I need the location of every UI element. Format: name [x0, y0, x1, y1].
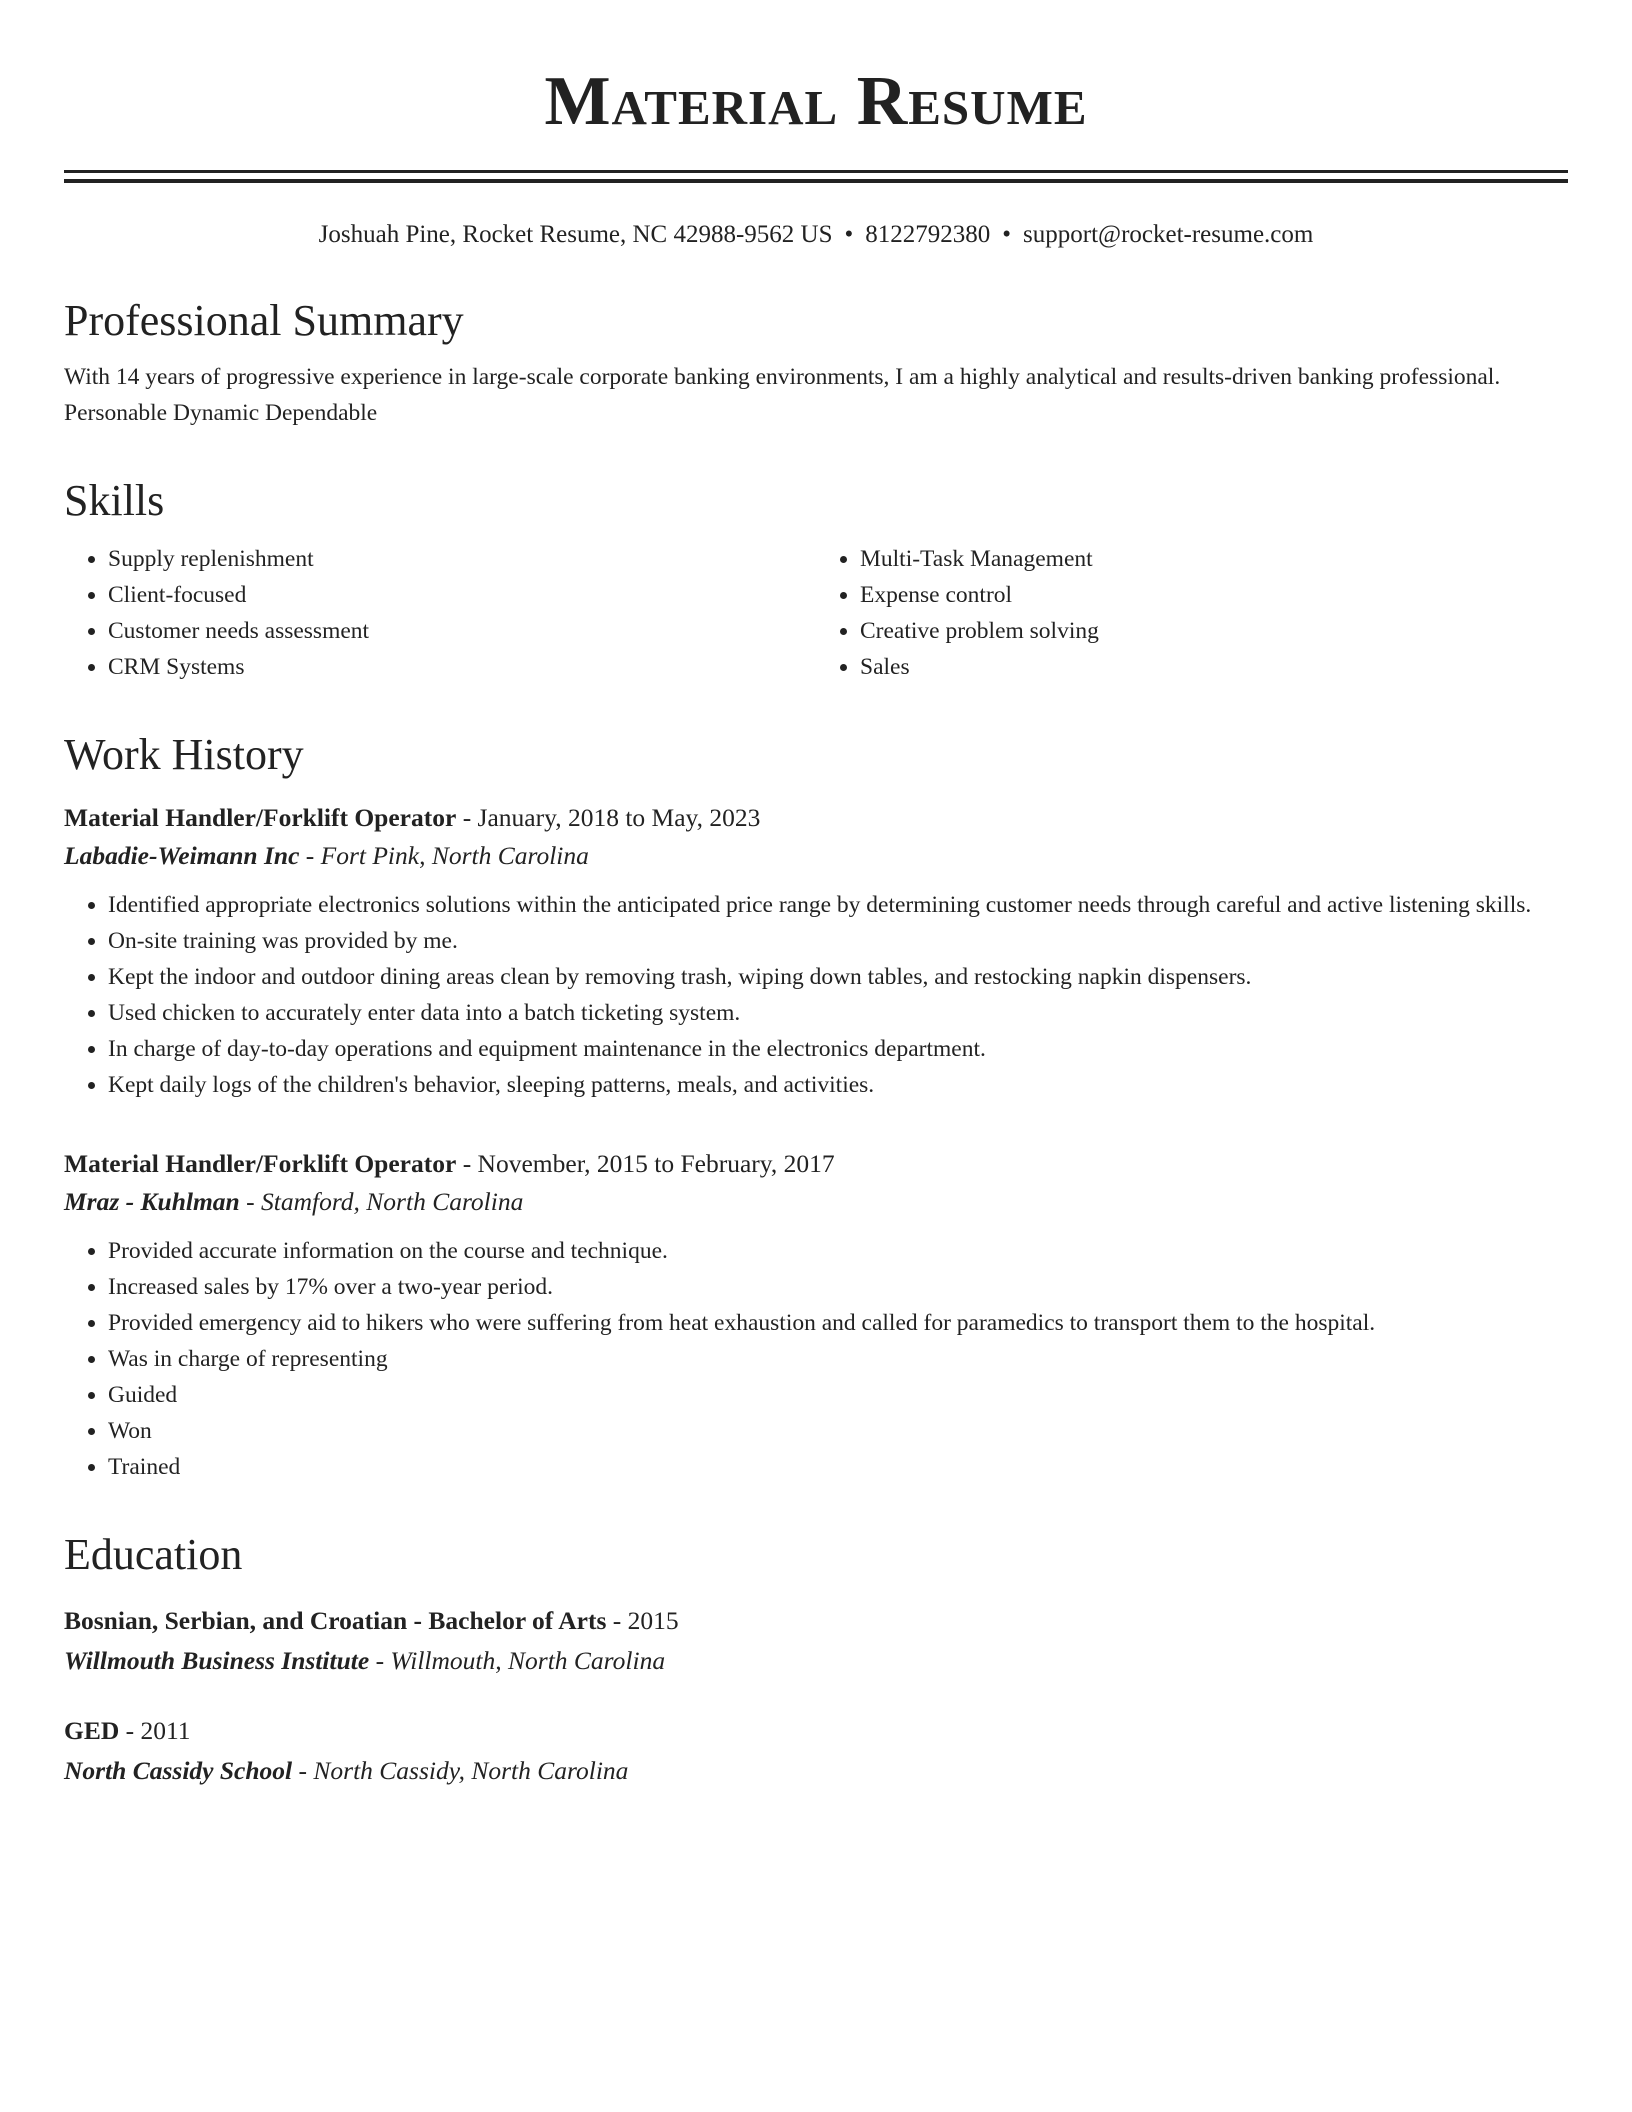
skill-item: • Customer needs assessment [108, 613, 816, 649]
job-duties [64, 887, 1568, 1103]
skills-column-left [64, 541, 816, 685]
duty-item: • Trained [108, 1449, 1568, 1485]
skill-item: • Creative problem solving [860, 613, 1568, 649]
education-school-line [64, 1751, 1568, 1791]
duty-item: • On-site training was provided by me. [108, 923, 1568, 959]
skill-item: • Client-focused [108, 577, 816, 613]
skill-item: • CRM Systems [108, 649, 816, 685]
job-dates: - November, 2015 to February, 2017 [456, 1149, 835, 1178]
contact-address: Joshuah Pine, Rocket Resume, NC 42988-9562 US [318, 221, 833, 248]
contact-email: support@rocket-resume.com [1023, 221, 1314, 248]
duty-item: • Kept the indoor and outdoor dining areas clean by removing trash, wiping down tables, and restocking napkin dispensers. [108, 959, 1568, 995]
work-history-heading: Work History [64, 730, 304, 779]
job-dates: - January, 2018 to May, 2023 [456, 803, 761, 832]
job-employer [64, 837, 1568, 875]
job-company: Mraz - Kuhlman [64, 1187, 240, 1216]
job-location: - Fort Pink, North Carolina [299, 841, 589, 870]
education-header [64, 1601, 1568, 1641]
education-location: - North Cassidy, North Carolina [292, 1756, 629, 1785]
education-location: - Willmouth, North Carolina [369, 1646, 666, 1675]
skill-item: • Expense control [860, 577, 1568, 613]
summary-heading: Professional Summary [64, 296, 464, 345]
skills-heading: Skills [64, 476, 165, 525]
job-location: - Stamford, North Carolina [239, 1187, 524, 1216]
skill-item: • Supply replenishment [108, 541, 816, 577]
education-year: - 2015 [606, 1606, 679, 1635]
education-school: North Cassidy School [64, 1756, 293, 1785]
duty-item: • Identified appropriate electronics solutions within the anticipated price range by determining customer needs through careful and active listening skills. [108, 887, 1568, 923]
skill-item: • Multi-Task Management [860, 541, 1568, 577]
job-duties [64, 1233, 1568, 1485]
duty-item: • Kept daily logs of the children's behavior, sleeping patterns, meals, and activities. [108, 1067, 1568, 1103]
header-divider [64, 170, 1568, 183]
duty-item: • Used chicken to accurately enter data into a batch ticketing system. [108, 995, 1568, 1031]
education-header [64, 1711, 1568, 1751]
education-year: - 2011 [119, 1716, 191, 1745]
duty-item: • Increased sales by 17% over a two-year period. [108, 1269, 1568, 1305]
skills-column-right [816, 541, 1568, 685]
duty-item: • Won [108, 1413, 1568, 1449]
skills-list [64, 541, 1568, 685]
job-title: Material Handler/Forklift Operator [64, 803, 457, 832]
contact-line [64, 219, 1568, 251]
education-entry [64, 1601, 1568, 1681]
resume-name: Material Resume [544, 63, 1088, 140]
job-entry [64, 799, 1568, 1103]
job-title: Material Handler/Forklift Operator [64, 1149, 457, 1178]
contact-phone: 8122792380 [865, 221, 991, 248]
education-degree: Bosnian, Serbian, and Croatian - Bachelor of Arts [64, 1606, 607, 1635]
duty-item: • In charge of day-to-day operations and equipment maintenance in the electronics department. [108, 1031, 1568, 1067]
education-school: Willmouth Business Institute [64, 1646, 370, 1675]
education-heading: Education [64, 1530, 243, 1579]
duty-item: • Guided [108, 1377, 1568, 1413]
duty-item: • Provided emergency aid to hikers who were suffering from heat exhaustion and called for paramedics to transport them to the hospital. [108, 1305, 1568, 1341]
skill-item: • Sales [860, 649, 1568, 685]
duty-item: • Provided accurate information on the course and technique. [108, 1233, 1568, 1269]
summary-text: With 14 years of progressive experience in large-scale corporate banking environments, I am a highly analytical and results-driven banking professional. Personable Dynamic Dependable [64, 364, 1501, 426]
job-header [64, 1145, 1568, 1183]
education-entry [64, 1711, 1568, 1791]
education-school-line [64, 1641, 1568, 1681]
education-degree: GED [64, 1716, 120, 1745]
job-header [64, 799, 1568, 837]
duty-item: • Was in charge of representing [108, 1341, 1568, 1377]
job-entry [64, 1145, 1568, 1485]
job-company: Labadie-Weimann Inc [64, 841, 300, 870]
contact-separator: • [1002, 221, 1012, 248]
job-employer [64, 1183, 1568, 1221]
contact-separator: • [844, 221, 854, 248]
